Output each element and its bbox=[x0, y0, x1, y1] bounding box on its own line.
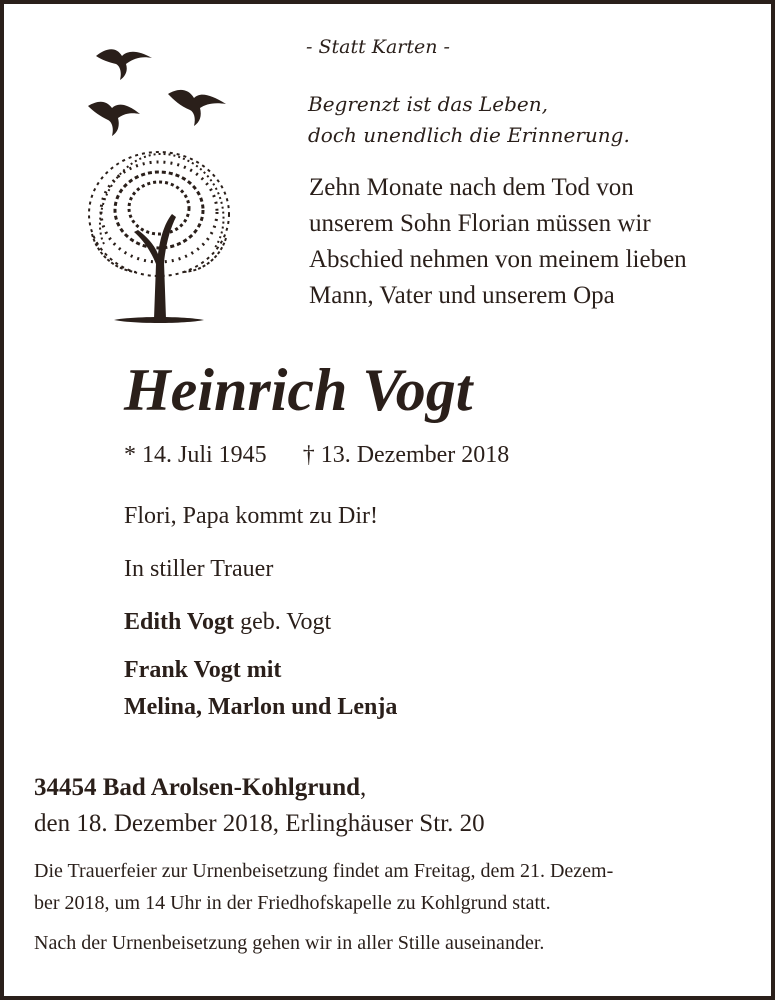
mourning-phrase: In stiller Trauer bbox=[124, 556, 274, 582]
closing-note: Nach der Urnenbeisetzung gehen wir in aller Stille auseinander. bbox=[34, 932, 545, 954]
life-dates bbox=[124, 442, 509, 469]
mourner-grandchildren: Melina, Marlon und Lenja bbox=[124, 694, 398, 720]
ceremony-line: Die Trauerfeier zur Urnenbeisetzung findet am Freitag, dem 21. Dezem- bbox=[34, 860, 614, 882]
personal-message: Flori, Papa kommt zu Dir! bbox=[124, 503, 378, 529]
quote-line: Begrenzt ist das Leben, bbox=[308, 92, 548, 116]
flying-birds-icon bbox=[88, 49, 226, 136]
tree-and-birds-illustration bbox=[64, 34, 254, 329]
intro-text bbox=[309, 170, 687, 314]
date-and-street: den 18. Dezember 2018, Erlinghäuser Str. 20 bbox=[34, 810, 485, 837]
mourner-edith-suffix: geb. Vogt bbox=[234, 609, 332, 635]
mourner-frank: Frank Vogt mit bbox=[124, 657, 282, 683]
mourner-edith-name: Edith Vogt bbox=[124, 609, 235, 635]
ceremony-line: ber 2018, um 14 Uhr in der Friedhofskapelle zu Kohlgrund statt. bbox=[34, 892, 551, 914]
death-date: † 13. Dezember 2018 bbox=[302, 442, 510, 468]
place-line bbox=[34, 774, 366, 802]
intro-line: Zehn Monate nach dem Tod von bbox=[309, 174, 634, 201]
statt-karten-note: - Statt Karten - bbox=[306, 36, 450, 58]
quote-line: doch unendlich die Erinnerung. bbox=[308, 123, 630, 147]
intro-line: unserem Sohn Florian müssen wir bbox=[309, 210, 651, 237]
intro-line: Mann, Vater und unserem Opa bbox=[309, 282, 615, 309]
place-comma: , bbox=[360, 774, 367, 801]
tree-icon bbox=[89, 152, 229, 323]
birth-date: * 14. Juli 1945 bbox=[124, 442, 267, 468]
intro-line: Abschied nehmen von meinem lieben bbox=[309, 246, 687, 273]
mourner-edith bbox=[124, 609, 331, 636]
place-name: 34454 Bad Arolsen-Kohlgrund bbox=[34, 774, 361, 801]
deceased-name: Heinrich Vogt bbox=[124, 357, 473, 423]
ceremony-info bbox=[34, 855, 613, 919]
memorial-quote bbox=[308, 89, 630, 151]
